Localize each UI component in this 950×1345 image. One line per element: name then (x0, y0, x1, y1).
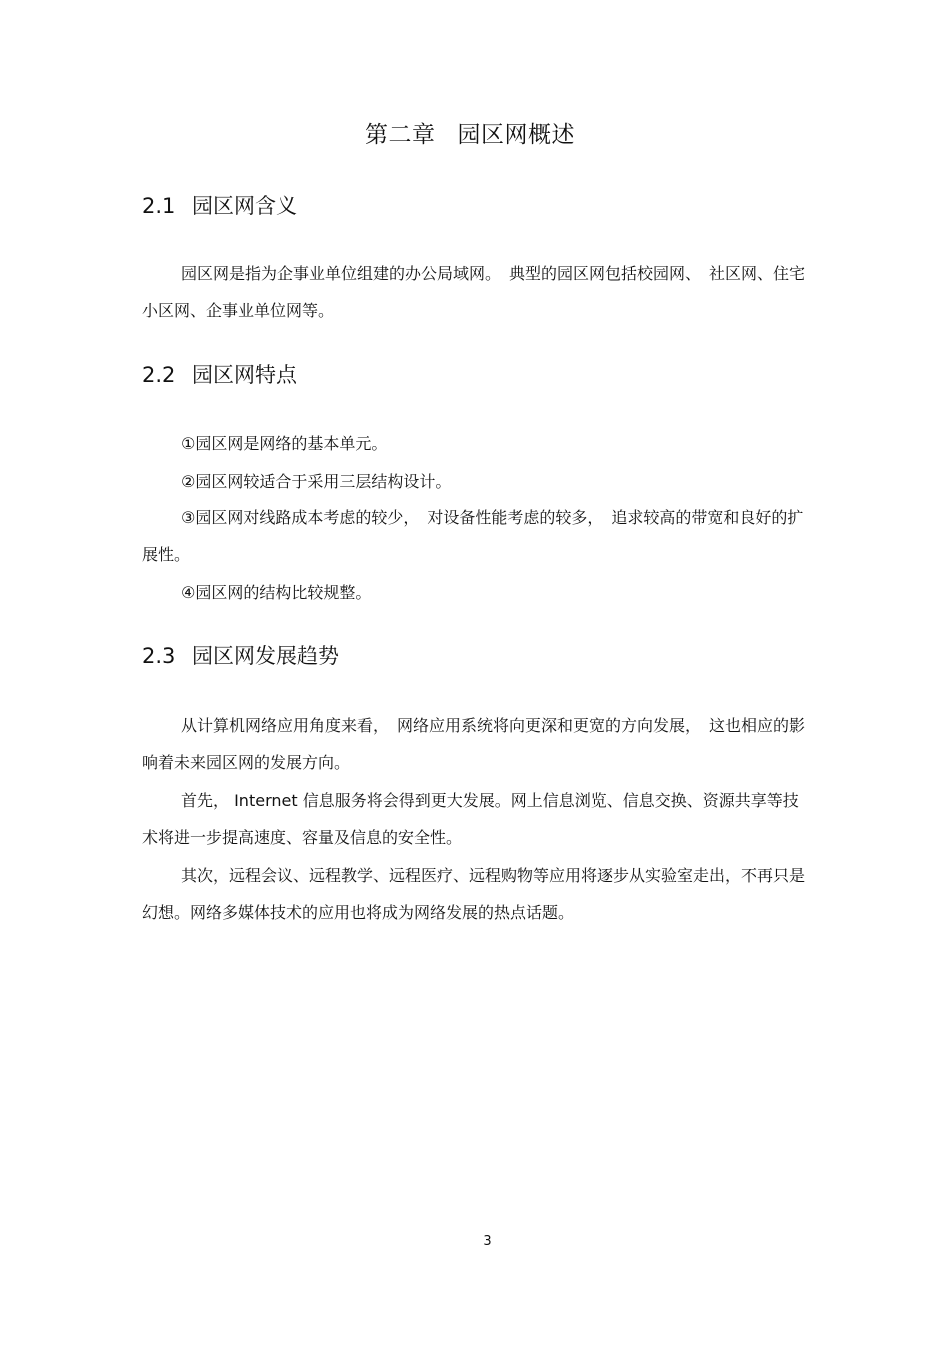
list-item: ④园区网的结构比较规整。 (181, 583, 372, 602)
section-number: 2.1 (142, 194, 176, 218)
chapter-title (0, 116, 940, 149)
section-heading-2-3 (142, 640, 339, 670)
list-item: ③园区网对线路成本考虑的较少， 对设备性能考虑的较多， 追求较高的带宽和良好的扩展性。 (142, 508, 804, 564)
list-item: ②园区网较适合于采用三层结构设计。 (181, 472, 452, 491)
chapter-title-text: 园区网概述 (457, 122, 575, 148)
page-number: 3 (483, 1234, 492, 1249)
section-number: 2.3 (142, 644, 176, 668)
section-number: 2.2 (142, 363, 176, 387)
paragraph-campus-definition: 园区网是指为企事业单位组建的办公局域网。 典型的园区网包括校园网、 社区网、住宅小区网、企事业单位网等。 (142, 264, 806, 320)
section-heading-2-1 (142, 190, 297, 220)
paragraph-trend-second: 其次，远程会议、远程教学、远程医疗、远程购物等应用将逐步从实验室走出，不再只是幻想。网络多媒体技术的应用也将成为网络发展的热点话题。 (142, 866, 806, 922)
section-heading-2-2 (142, 359, 297, 389)
list-item: ①园区网是网络的基本单元。 (181, 434, 388, 453)
paragraph-trend-intro: 从计算机网络应用角度来看， 网络应用系统将向更深和更宽的方向发展， 这也相应的影响着未来园区网的发展方向。 (142, 716, 806, 772)
chapter-number: 第二章 (365, 122, 436, 148)
section-title: 园区网发展趋势 (192, 644, 339, 668)
paragraph-trend-first: 首先， Internet 信息服务将会得到更大发展。网上信息浏览、信息交换、资源共享等技术将进一步提高速度、容量及信息的安全性。 (142, 791, 799, 847)
section-title: 园区网特点 (192, 363, 297, 387)
section-title: 园区网含义 (192, 194, 297, 218)
